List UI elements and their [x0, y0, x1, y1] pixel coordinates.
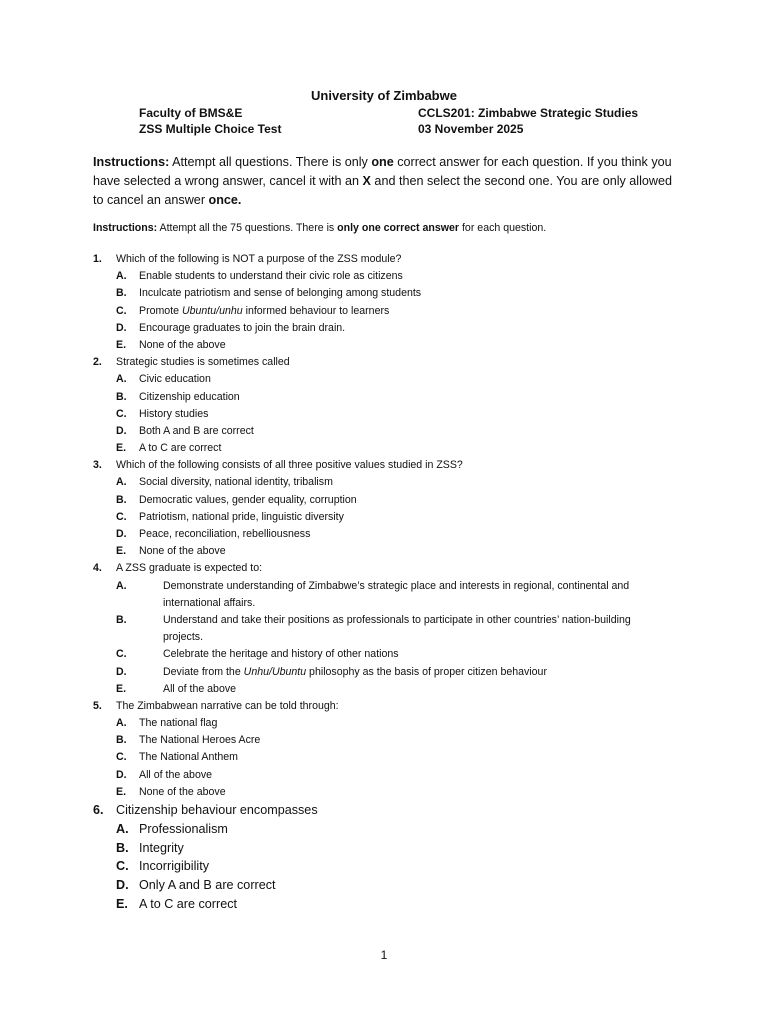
option-b[interactable] — [93, 389, 683, 406]
option-a[interactable] — [93, 474, 683, 491]
question-number: 5. — [93, 699, 102, 712]
option-b[interactable] — [93, 492, 683, 509]
option-text: Integrity — [139, 840, 184, 855]
option-text: Demonstrate understanding of Zimbabwe’s strategic place and interests in regional, continental and international affairs. — [163, 579, 630, 609]
option-text: Promote Ubuntu/unhu informed behaviour to learners — [139, 304, 390, 317]
option-text: Civic education — [139, 373, 211, 386]
option-letter: C. — [116, 510, 127, 523]
option-letter: E. — [116, 545, 127, 558]
question-text: Which of the following is NOT a purpose of the ZSS module? — [116, 253, 402, 265]
option-c[interactable] — [93, 303, 683, 320]
option-text: The National Anthem — [139, 751, 238, 764]
option-letter: E. — [116, 897, 128, 912]
option-b[interactable] — [93, 732, 683, 749]
question-number: 4. — [93, 562, 102, 575]
question-text: Strategic studies is sometimes called — [116, 356, 290, 369]
question-4 — [93, 560, 683, 698]
option-b[interactable] — [93, 839, 683, 858]
question-2 — [93, 354, 683, 457]
option-d[interactable] — [93, 320, 683, 337]
option-letter: E. — [116, 442, 127, 455]
option-text: A to C are correct — [139, 442, 222, 455]
option-letter: B. — [116, 840, 129, 855]
option-d[interactable] — [93, 526, 683, 543]
question-number: 6. — [93, 803, 104, 818]
option-text: Peace, reconciliation, rebelliousness — [139, 528, 311, 540]
option-text: Inculcate patriotism and sense of belonging among students — [139, 287, 422, 300]
option-text: Understand and take their positions as professionals to participate in other countries’ nation-building projects. — [163, 613, 631, 644]
option-d[interactable] — [93, 423, 683, 440]
option-c[interactable] — [93, 749, 683, 766]
instructions-label: Instructions: — [93, 222, 158, 234]
option-text: A to C are correct — [139, 897, 237, 912]
option-b[interactable] — [93, 285, 683, 302]
question-number: 3. — [93, 459, 102, 472]
option-c[interactable] — [93, 509, 683, 526]
option-a[interactable] — [93, 715, 683, 732]
sub-instructions: Instructions: Attempt all the 75 questions. There is only one correct answer for each question. — [93, 222, 547, 234]
option-text: The national flag — [139, 717, 218, 730]
option-text: Deviate from the Unhu/Ubuntu philosophy as the basis of proper citizen behaviour — [163, 665, 547, 678]
option-letter: D. — [116, 878, 129, 893]
option-text: Only A and B are correct — [139, 878, 276, 893]
option-letter: E. — [116, 682, 127, 695]
option-letter: A. — [116, 717, 127, 730]
question-text: Citizenship behaviour encompasses — [116, 803, 318, 818]
option-letter: D. — [116, 321, 127, 334]
option-letter: E. — [116, 785, 127, 798]
question-1 — [93, 251, 683, 354]
option-letter: C. — [116, 751, 127, 764]
option-text: Both A and B are correct — [139, 424, 254, 437]
test-date: 03 November 2025 — [418, 122, 524, 136]
option-text: None of the above — [139, 545, 226, 558]
option-text: Celebrate the heritage and history of other nations — [163, 648, 399, 661]
option-c[interactable] — [93, 646, 683, 663]
option-a[interactable] — [93, 820, 683, 839]
option-letter: D. — [116, 665, 127, 678]
option-text: Citizenship education — [139, 390, 240, 403]
question-number: 2. — [93, 356, 102, 369]
question-text: A ZSS graduate is expected to: — [116, 562, 263, 575]
option-letter: A. — [116, 821, 129, 836]
option-text: Enable students to understand their civic role as citizens — [139, 270, 403, 283]
instructions-label: Instructions: — [93, 155, 170, 169]
question-3 — [93, 457, 683, 560]
university-title: University of Zimbabwe — [311, 88, 457, 103]
course-label: CCLS201: Zimbabwe Strategic Studies — [418, 106, 639, 120]
option-text: All of the above — [139, 768, 213, 781]
option-e[interactable] — [93, 337, 683, 354]
option-text: Professionalism — [139, 821, 228, 836]
question-5 — [93, 698, 683, 801]
option-letter: C. — [116, 859, 129, 874]
option-e[interactable] — [93, 784, 683, 801]
option-letter: B. — [116, 493, 127, 506]
option-letter: D. — [116, 768, 127, 781]
option-text: Democratic values, gender equality, corruption — [139, 493, 357, 506]
option-d[interactable] — [93, 664, 683, 681]
option-text: None of the above — [139, 338, 226, 351]
option-d[interactable] — [93, 767, 683, 784]
main-instructions: Instructions: Attempt all questions. There is only one correct answer for each question. If you think you have selected a wrong answer, cancel it with an X and then select the second one. You are only allowed to cancel an answer once. — [93, 155, 673, 207]
question-6 — [93, 801, 683, 914]
option-letter: B. — [116, 287, 127, 300]
question-text: The Zimbabwean narrative can be told through: — [116, 699, 339, 712]
question-text: Which of the following consists of all three positive values studied in ZSS? — [116, 459, 463, 472]
option-letter: C. — [116, 407, 127, 420]
option-c[interactable] — [93, 406, 683, 423]
option-letter: A. — [116, 270, 127, 283]
option-text: Patriotism, national pride, linguistic diversity — [139, 510, 344, 523]
option-a[interactable] — [93, 371, 683, 388]
option-text: All of the above — [163, 682, 237, 695]
option-a[interactable] — [93, 268, 683, 285]
option-e[interactable] — [93, 895, 683, 914]
question-list — [93, 251, 683, 914]
option-letter: A. — [116, 579, 127, 592]
option-letter: D. — [116, 528, 127, 540]
option-letter: B. — [116, 390, 127, 403]
option-e[interactable] — [93, 681, 683, 698]
option-letter: C. — [116, 304, 127, 317]
test-label: ZSS Multiple Choice Test — [139, 122, 282, 136]
option-letter: B. — [116, 734, 127, 747]
option-letter: B. — [116, 613, 127, 626]
option-letter: A. — [116, 373, 127, 386]
option-e[interactable] — [93, 543, 683, 560]
option-e[interactable] — [93, 440, 683, 457]
option-letter: D. — [116, 424, 127, 437]
option-text: Social diversity, national identity, tribalism — [139, 476, 333, 489]
option-a[interactable] — [93, 578, 683, 612]
question-number: 1. — [93, 253, 102, 265]
option-d[interactable] — [93, 876, 683, 895]
option-letter: E. — [116, 338, 127, 351]
option-text: Encourage graduates to join the brain drain. — [139, 321, 346, 334]
option-b[interactable] — [93, 612, 683, 646]
option-text: None of the above — [139, 785, 226, 798]
option-letter: A. — [116, 476, 127, 489]
option-text: The National Heroes Acre — [139, 734, 261, 747]
option-letter: C. — [116, 648, 127, 661]
page-number: 1 — [380, 948, 388, 962]
option-text: History studies — [139, 407, 209, 420]
option-c[interactable] — [93, 857, 683, 876]
option-text: Incorrigibility — [139, 859, 209, 874]
faculty-label: Faculty of BMS&E — [139, 106, 243, 120]
